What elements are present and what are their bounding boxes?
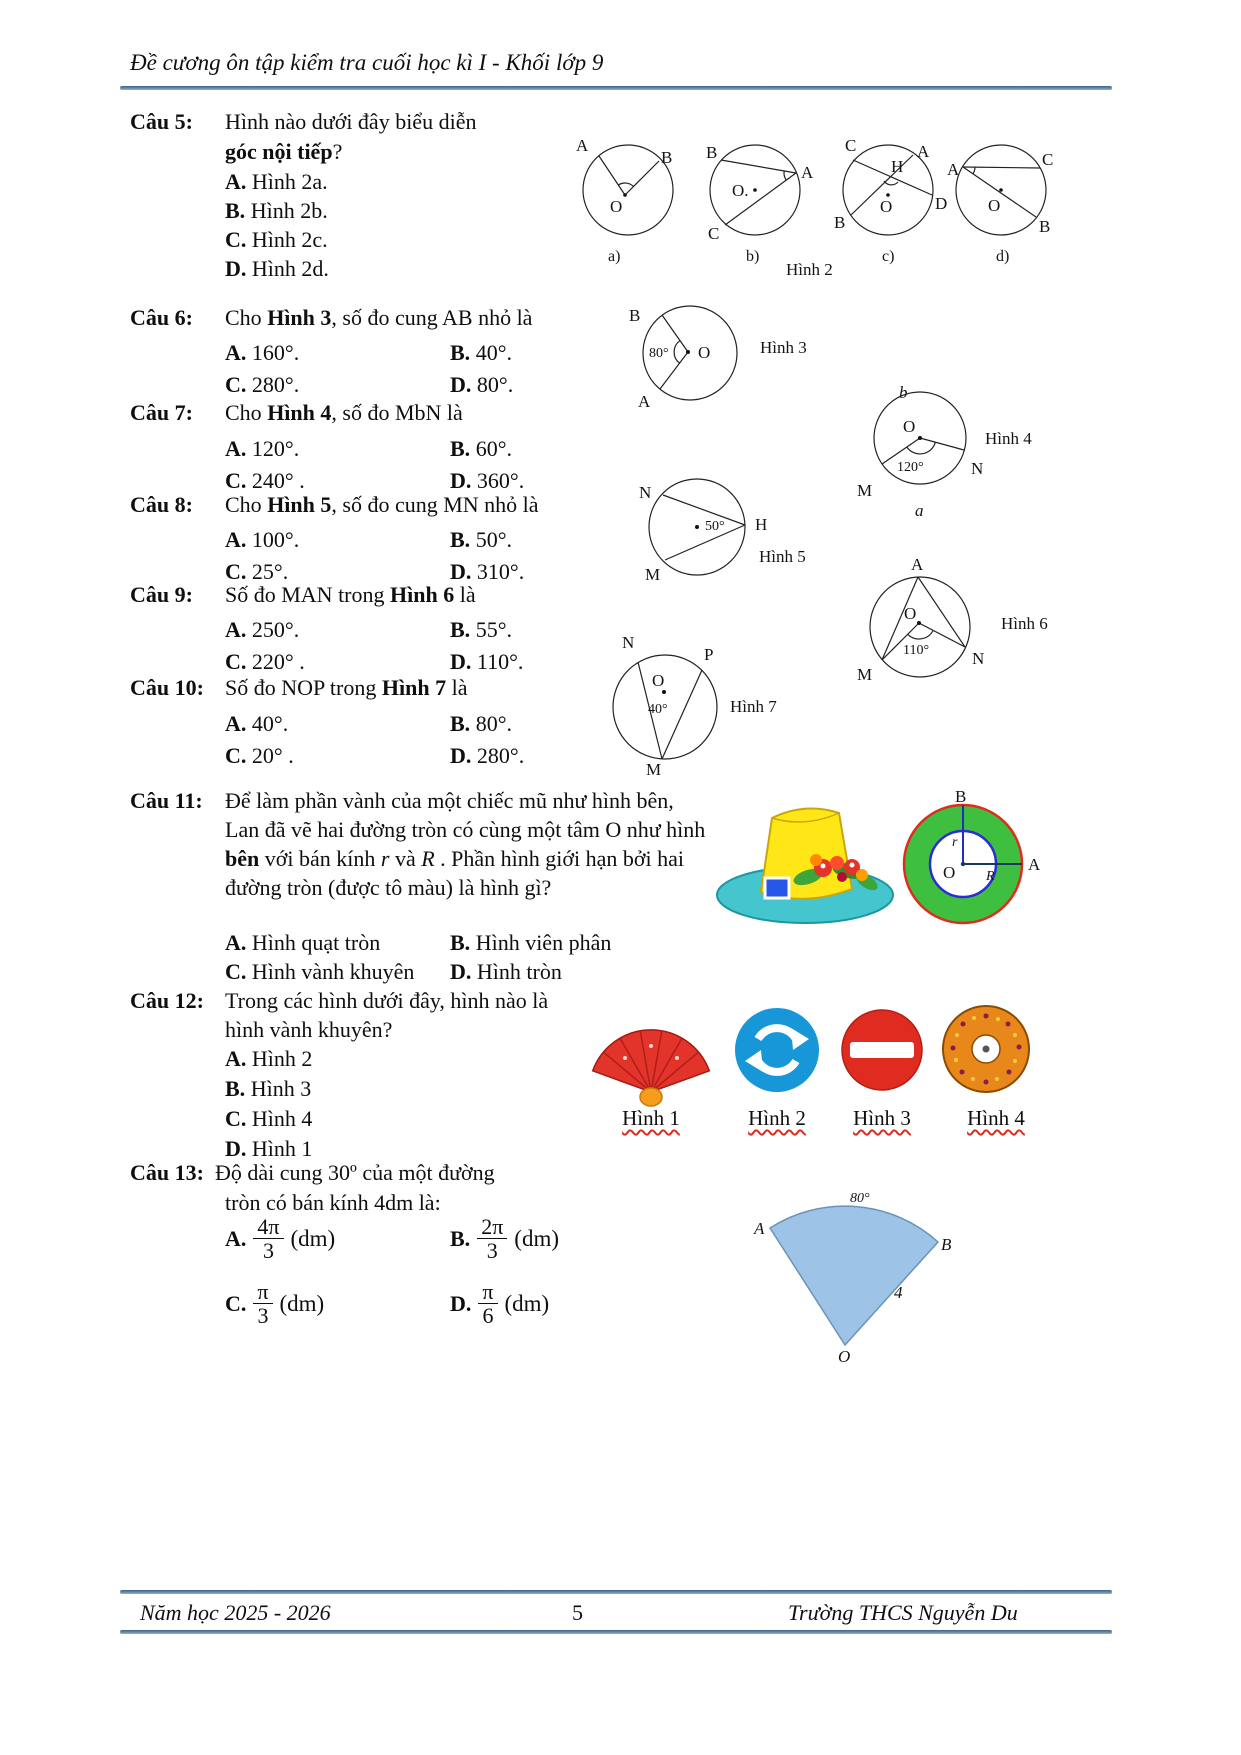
q12-image-caption-1: Hình 1: [622, 1106, 680, 1130]
donut-image: [941, 1004, 1031, 1094]
option-text: 40°.: [246, 711, 289, 736]
fan-image: [585, 1000, 717, 1110]
q11-body-bold: bên: [225, 846, 260, 871]
option-letter: A.: [225, 169, 247, 194]
option-letter: B.: [450, 617, 471, 642]
fraction-denominator: 3: [257, 1303, 269, 1329]
option-text: Hình 2b.: [245, 198, 328, 223]
fig2a-center-dot: [623, 193, 627, 197]
fan-body: [593, 1030, 710, 1092]
fig2d-label-A: A: [947, 160, 960, 179]
fig3-label-B: B: [629, 306, 641, 325]
q6-option-d: [450, 370, 513, 399]
q6-option-c: [225, 370, 299, 399]
option-letter: B.: [450, 930, 471, 955]
annulus-label-r: r: [952, 835, 958, 850]
fig2c-label-H: H: [891, 157, 904, 176]
option-letter: C.: [225, 959, 247, 984]
q5-question-mark: ?: [332, 139, 343, 164]
q11-radius-R: R: [421, 846, 435, 871]
q11-body-run: Để làm phần vành của một chiếc mũ như hình bên, Lan đã vẽ hai đường tròn có cùng một tâm O như hình: [225, 788, 706, 842]
q12-label: Câu 12:: [130, 988, 204, 1013]
q8-bold: Hình 5: [267, 492, 332, 517]
fraction: [253, 1280, 272, 1327]
option-text: Hình 1: [246, 1136, 313, 1161]
fig4-center-dot: [918, 436, 922, 440]
donut-center-dot: [983, 1046, 990, 1053]
fraction-denominator: 3: [486, 1238, 498, 1264]
option-letter: D.: [450, 959, 472, 984]
option-text: Hình 2: [246, 1046, 313, 1071]
annulus-diagram: [893, 788, 1058, 948]
option-text: Hình vành khuyên: [246, 959, 415, 984]
option-letter: A.: [225, 711, 247, 736]
option-letter: D.: [450, 1291, 472, 1317]
q11-body-run: . Phần hình giới hạn bởi hai đường tròn (được tô màu) là hình gì?: [225, 846, 685, 900]
fig2b-center-dot: [753, 188, 757, 192]
hat-buckle: [765, 878, 789, 898]
fig7-label-M: M: [646, 760, 662, 779]
q9-label: Câu 9:: [130, 582, 193, 607]
option-text: 50°.: [470, 527, 512, 552]
option-text: Hình 2d.: [246, 256, 329, 281]
option-text: 280°.: [471, 743, 525, 768]
footer-rule-bottom: [120, 1630, 1112, 1634]
fig6-label-N: N: [972, 649, 985, 668]
q8-pre: Cho: [225, 492, 268, 517]
option-letter: C.: [225, 468, 247, 493]
q7-text: [225, 398, 463, 427]
fig2b-label-C: C: [708, 224, 720, 243]
option-text: Hình 3: [245, 1076, 312, 1101]
q9-option-b: [450, 615, 512, 644]
fraction-numerator: 4π: [253, 1215, 283, 1239]
q6-text: [225, 303, 532, 332]
footer-school-year: Năm học 2025 - 2026: [140, 1600, 331, 1625]
q6-bold: Hình 3: [267, 305, 332, 330]
q10-post: là: [446, 675, 468, 700]
option-text: 250°.: [246, 617, 300, 642]
option-text: 220° .: [246, 649, 305, 674]
q5-option-a: [225, 167, 328, 196]
sector-shape: [770, 1206, 938, 1345]
q13-text-line2: tròn có bán kính 4dm là:: [225, 1190, 441, 1215]
fig6-caption: Hình 6: [1001, 614, 1048, 633]
fig2d-label-C: C: [1042, 150, 1054, 169]
option-text: 110°.: [471, 649, 524, 674]
option-unit: (dm): [290, 1226, 336, 1252]
fraction-denominator: 6: [482, 1303, 494, 1329]
option-unit: (dm): [279, 1291, 325, 1317]
q8-post: , số đo cung MN nhỏ là: [331, 492, 539, 517]
option-text: 240° .: [246, 468, 305, 493]
option-text: Hình 2c.: [246, 227, 328, 252]
q10-label: Câu 10:: [130, 675, 204, 700]
option-letter: A.: [225, 617, 247, 642]
q6-label: Câu 6:: [130, 305, 193, 330]
fig5-label-H: H: [755, 515, 768, 534]
q11-body-run: với bán kính: [259, 846, 381, 871]
q9-option-c: [225, 647, 305, 676]
fig2b-label-A: A: [801, 163, 814, 182]
option-text: 20° .: [246, 743, 294, 768]
fig5-center-dot: [695, 525, 699, 529]
annulus-label-O: O: [943, 863, 956, 882]
fig6-label-O: O: [904, 604, 917, 623]
fig4-label-a: a: [915, 501, 924, 520]
fig3-label-O: O: [698, 343, 711, 362]
option-letter: D.: [450, 743, 472, 768]
fig2a-label-B: B: [661, 148, 673, 167]
q13-option-d: [450, 1280, 549, 1327]
fig2c-label-A: A: [917, 142, 930, 161]
fig6-label-M: M: [857, 665, 873, 684]
figure-hinh7: [598, 628, 808, 780]
fraction: [253, 1215, 283, 1262]
option-letter: C.: [225, 227, 247, 252]
q9-option-a: [225, 615, 299, 644]
fig5-caption: Hình 5: [759, 547, 806, 566]
fig6-label-A: A: [911, 555, 924, 574]
q6-option-a: [225, 338, 299, 367]
recycle-circle-image: [733, 1006, 821, 1094]
fig4-label-b: b: [899, 383, 908, 402]
option-text: Hình quạt tròn: [246, 930, 381, 955]
footer-page-number: 5: [572, 1600, 583, 1625]
option-letter: D.: [450, 559, 472, 584]
fig6-center-dot: [917, 621, 921, 625]
option-text: 100°.: [246, 527, 300, 552]
q10-bold: Hình 7: [381, 675, 447, 700]
option-text: Hình 2a.: [246, 169, 328, 194]
q13-label: Câu 13:: [130, 1160, 204, 1185]
option-unit: (dm): [514, 1226, 560, 1252]
fraction-numerator: 2π: [477, 1215, 507, 1239]
q10-option-a: [225, 709, 288, 738]
q12-image-caption-4: Hình 4: [967, 1106, 1025, 1130]
q10-pre: Số đo NOP trong: [225, 675, 382, 700]
fig7-label-N: N: [622, 633, 635, 652]
q12-option-b: [225, 1074, 311, 1103]
fig3-center-dot: [686, 350, 690, 354]
fig3-caption: Hình 3: [760, 338, 807, 357]
fig2d-center-dot: [999, 188, 1003, 192]
option-text: 80°.: [470, 711, 512, 736]
fig4-caption: Hình 4: [985, 429, 1032, 448]
fig6-geometry: [870, 577, 970, 677]
fig5-label-N: N: [639, 483, 652, 502]
q5-bold-term: góc nội tiếp: [225, 139, 333, 164]
annulus-label-A: A: [1028, 855, 1041, 874]
q6-post: , số đo cung AB nhỏ là: [331, 305, 533, 330]
fraction: [478, 1280, 497, 1327]
page-header-title: Đề cương ôn tập kiểm tra cuối học kì I - Khối lớp 9: [130, 50, 604, 75]
q13-option-a: [225, 1215, 335, 1262]
q7-option-b: [450, 434, 512, 463]
footer-school-name: Trường THCS Nguyễn Du: [788, 1600, 1018, 1625]
q5-label: Câu 5:: [130, 109, 193, 134]
no-entry-bar: [850, 1042, 914, 1058]
q11-option-c: [225, 957, 414, 986]
option-text: 25°.: [246, 559, 289, 584]
q5-option-d: [225, 254, 329, 283]
sector-label-A: A: [754, 1219, 765, 1238]
q9-bold: Hình 6: [390, 582, 455, 607]
q7-bold: Hình 4: [267, 400, 332, 425]
q11-option-d: [450, 957, 562, 986]
option-letter: B.: [450, 527, 471, 552]
fig2c-label-O: O: [880, 197, 893, 216]
fig7-caption: Hình 7: [730, 697, 777, 716]
q5-option-c: [225, 225, 328, 254]
no-entry-sign-image: [840, 1008, 924, 1092]
option-letter: A.: [225, 1046, 247, 1071]
q12-option-a: [225, 1044, 312, 1073]
fan-dot: [675, 1056, 679, 1060]
fig3-label-A: A: [638, 392, 651, 411]
option-letter: C.: [225, 559, 247, 584]
fig2b-label-O: O.: [732, 181, 749, 200]
option-letter: B.: [450, 711, 471, 736]
option-letter: A.: [225, 527, 247, 552]
q5-option-b: [225, 196, 328, 225]
fig2c-label-C: C: [845, 136, 857, 155]
annulus-label-R: R: [986, 869, 995, 884]
q11-body-run: và: [389, 846, 422, 871]
fig7-angle-label: 40°: [648, 702, 668, 717]
figure-hinh4: [855, 378, 1065, 520]
fig4-label-N: N: [971, 459, 984, 478]
fig3-angle-label: 80°: [649, 346, 669, 361]
q5-text-line2: [225, 137, 342, 166]
figure-hinh5: [633, 468, 843, 595]
sector-radius-label: 4: [894, 1283, 903, 1302]
sector-label-O: O: [838, 1347, 851, 1366]
q12-option-c: [225, 1104, 312, 1133]
option-text: 310°.: [471, 559, 525, 584]
q9-text: [225, 580, 476, 609]
q11-radius-r: r: [380, 846, 390, 871]
fig2b-sublabel: b): [746, 248, 760, 265]
fig7-label-P: P: [704, 645, 714, 664]
annulus-label-B: B: [955, 788, 967, 806]
q9-option-d: [450, 647, 523, 676]
option-letter: B.: [450, 340, 471, 365]
fan-handle-knob: [640, 1088, 662, 1106]
q10-option-b: [450, 709, 512, 738]
q11-option-b: [450, 928, 611, 957]
q10-option-d: [450, 741, 524, 770]
option-text: 40°.: [470, 340, 512, 365]
option-letter: B.: [225, 1076, 246, 1101]
fig2a-geometry: [583, 145, 673, 235]
footer-rule-top: [120, 1590, 1112, 1594]
fig2c-label-D: D: [935, 194, 948, 213]
option-text: 60°.: [470, 436, 512, 461]
option-text: 280°.: [246, 372, 300, 397]
fraction: [477, 1215, 507, 1262]
fig2a-sublabel: a): [608, 248, 621, 265]
fig2d-label-O: O: [988, 196, 1001, 215]
q10-text: [225, 673, 467, 702]
fig4-label-M: M: [857, 481, 873, 500]
q6-pre: Cho: [225, 305, 268, 330]
figure-hinh3: [615, 295, 825, 417]
option-text: 120°.: [246, 436, 300, 461]
option-text: 360°.: [471, 468, 525, 493]
fraction-numerator: π: [253, 1280, 272, 1304]
fraction-numerator: π: [478, 1280, 497, 1304]
q11-label: Câu 11:: [130, 788, 203, 813]
option-letter: D.: [225, 256, 247, 281]
option-letter: A.: [225, 1226, 247, 1252]
option-letter: B.: [450, 436, 471, 461]
q11-option-a: [225, 928, 380, 957]
sector-angle-label: 80°: [850, 1191, 870, 1206]
fig2c-label-B: B: [834, 213, 846, 232]
fig2d-label-B: B: [1039, 217, 1051, 236]
option-text: 80°.: [471, 372, 514, 397]
header-rule: [120, 86, 1112, 90]
q13-text-line1: Độ dài cung 30º của một đường: [215, 1160, 495, 1185]
fraction-denominator: 3: [262, 1238, 274, 1264]
figure-hinh6: [853, 553, 1068, 700]
option-letter: C.: [225, 1106, 247, 1131]
fig7-label-O: O: [652, 671, 665, 690]
fan-dot: [623, 1056, 627, 1060]
q5-text-line1: Hình nào dưới đây biểu diễn: [225, 109, 477, 134]
q8-option-b: [450, 525, 512, 554]
option-letter: D.: [450, 372, 472, 397]
option-text: Hình viên phân: [470, 930, 612, 955]
option-letter: D.: [450, 649, 472, 674]
fig2c-sublabel: c): [882, 248, 895, 265]
option-letter: C.: [225, 372, 247, 397]
q9-post: là: [454, 582, 476, 607]
option-letter: C.: [225, 649, 247, 674]
q8-label: Câu 8:: [130, 492, 193, 517]
q7-pre: Cho: [225, 400, 268, 425]
q12-image-caption-3: Hình 3: [853, 1106, 911, 1130]
q8-option-a: [225, 525, 299, 554]
figure-hinh2: [558, 115, 1118, 279]
fig2a-label-O: O: [610, 197, 623, 216]
annulus-center-dot: [961, 862, 965, 866]
option-text: Hình tròn: [471, 959, 562, 984]
option-letter: A.: [225, 930, 247, 955]
option-text: Hình 4: [246, 1106, 313, 1131]
fig2a-label-A: A: [576, 136, 589, 155]
sector-diagram: [728, 1180, 963, 1368]
fig6-angle-label: 110°: [903, 643, 930, 658]
fan-dot: [649, 1044, 653, 1048]
fig2d-sublabel: d): [996, 248, 1010, 265]
q13-option-b: [450, 1215, 559, 1262]
fig4-angle-label: 120°: [897, 460, 924, 475]
option-letter: B.: [450, 1226, 471, 1252]
fig7-center-dot: [662, 690, 666, 694]
option-letter: A.: [225, 436, 247, 461]
option-letter: D.: [450, 468, 472, 493]
q7-option-a: [225, 434, 299, 463]
q8-text: [225, 490, 539, 519]
hat-illustration: [705, 778, 910, 933]
q7-post: , số đo MbN là: [331, 400, 463, 425]
option-text: 160°.: [246, 340, 300, 365]
sector-label-B: B: [941, 1235, 952, 1254]
fig5-label-M: M: [645, 565, 661, 584]
q12-text: Trong các hình dưới đây, hình nào là hình vành khuyên?: [225, 988, 549, 1042]
recycle-badge: [735, 1008, 819, 1092]
q11-body: [225, 786, 707, 902]
fig2b-label-B: B: [706, 143, 718, 162]
q6-option-b: [450, 338, 512, 367]
option-letter: C.: [225, 743, 247, 768]
option-letter: D.: [225, 1136, 247, 1161]
option-letter: B.: [225, 198, 246, 223]
fig5-angle-label: 50°: [705, 519, 725, 534]
option-letter: C.: [225, 1291, 247, 1317]
q10-option-c: [225, 741, 294, 770]
q13-option-c: [225, 1280, 324, 1327]
fig2-caption: Hình 2: [786, 260, 833, 279]
q7-label: Câu 7:: [130, 400, 193, 425]
q12-image-caption-2: Hình 2: [748, 1106, 806, 1130]
option-text: 55°.: [470, 617, 512, 642]
option-unit: (dm): [504, 1291, 550, 1317]
fig4-label-O: O: [903, 417, 916, 436]
option-letter: A.: [225, 340, 247, 365]
q9-pre: Số đo MAN trong: [225, 582, 391, 607]
